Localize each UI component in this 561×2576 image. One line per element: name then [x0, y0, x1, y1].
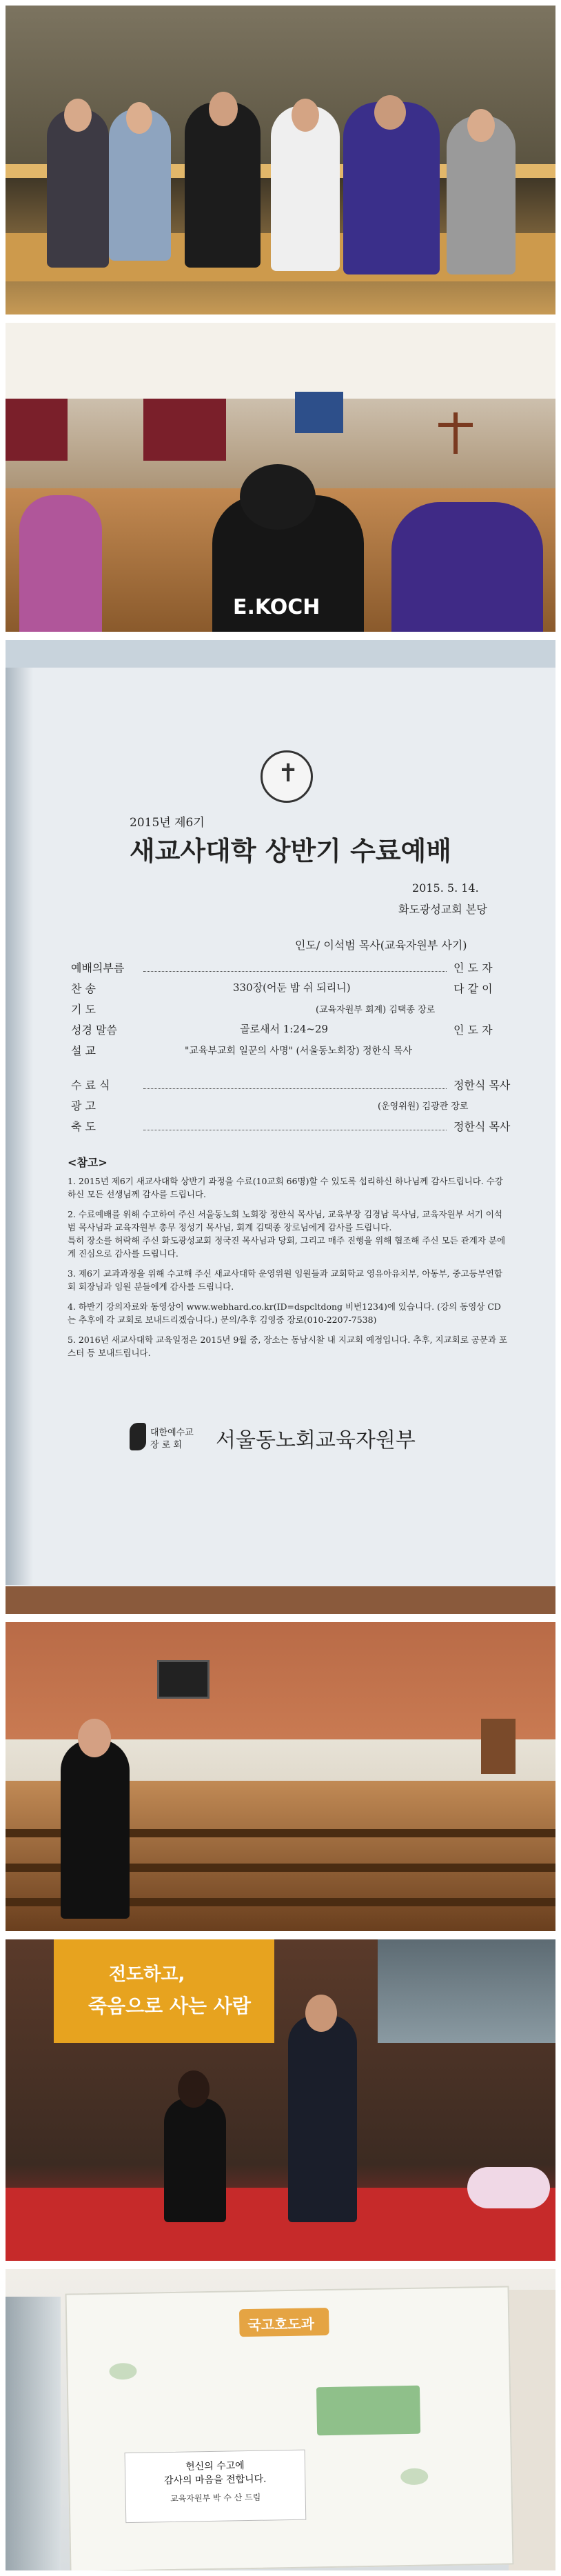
- sanctuary-photo: [6, 1622, 555, 1931]
- program-label: 예배의부름: [71, 961, 125, 975]
- gift-box-photo: [6, 2269, 555, 2570]
- box-brand: 국고호도과: [247, 2315, 315, 2334]
- notice-item: 2. 수료예배를 위해 수고하여 주신 서울동노회 노회장 정한식 목사님, 교육부장 김경남 목사님, 교육자원부 서기 이석범 목사님과 교육자원부 총무 정성기 목사님, 회계 김택종 장로님에게 감사를 드립니다.: [68, 1209, 502, 1232]
- note-line3: 교육자원부 박 수 산 드림: [170, 2492, 261, 2504]
- program-label: 기 도: [71, 1003, 96, 1016]
- program-detail: (운영위원) 김광관 장로: [378, 1101, 469, 1112]
- group-photo-pews: [6, 6, 555, 314]
- presbytery-logo-icon: [130, 1423, 146, 1450]
- program-right: 인 도 자: [453, 1024, 493, 1037]
- program-document-photo: [6, 640, 555, 1614]
- program-label: 찬 송: [71, 982, 96, 995]
- program-detail: 330장(어둔 밤 쉬 되리니): [233, 981, 351, 994]
- program-label: 광 고: [71, 1099, 96, 1112]
- thank-you-note: [125, 2450, 307, 2524]
- notice-item: 4. 하반기 강의자료와 동영상이 www.webhard.co.kr(ID=dspcltdong 비번1234)에 있습니다. (강의 동영상 CD는 추후에 각 교회로 보내드리겠습니다.) 문의/추후 김영중 장로(010-2207-7538): [68, 1301, 501, 1325]
- program-detail: "교육부교회 일꾼의 사명" (서울동노회장) 정한식 목사: [185, 1046, 413, 1057]
- year-session: 2015년 제6기: [130, 816, 205, 830]
- notice-heading: <참고>: [68, 1156, 108, 1169]
- shirt-text: E.KOCH: [233, 595, 320, 619]
- note-line2: 감사의 마음을 전합니다.: [163, 2473, 267, 2487]
- program-right: 정한식 목사: [453, 1079, 511, 1092]
- program-label: 수 료 식: [71, 1079, 110, 1092]
- notice-item: 3. 제6기 교과과정을 위해 수고해 주신 새교사대학 운영위원 임원들과 교회학교 영유아유치부, 아동부, 중고등부연합회 회장님과 임원 분들에게 감사를 드립니다.: [68, 1268, 502, 1292]
- banner-line2: 죽음으로 사는 사람: [88, 1995, 251, 2017]
- class-study-photo: [6, 323, 555, 632]
- program-label: 축 도: [71, 1120, 96, 1133]
- banner-line1: 전도하고,: [109, 1964, 185, 1985]
- ceremony-photo: [6, 1939, 555, 2261]
- program-detail: 골로새서 1:24~29: [240, 1023, 329, 1035]
- notice-list: [68, 1175, 509, 1359]
- document-date: 2015. 5. 14.: [412, 881, 479, 895]
- program-detail: (교육자원부 회계) 김택종 장로: [316, 1005, 436, 1015]
- tv-screen: [157, 1660, 210, 1699]
- projection-screen: [378, 1939, 555, 2043]
- note-line1: 헌신의 수고에: [185, 2460, 245, 2473]
- notice-item: 5. 2016년 새교사대학 교육일정은 2015년 9월 중, 장소는 동남시찰 내 지교회 예정입니다. 추후, 지교회로 공문과 포스터 등 보내드립니다.: [68, 1335, 508, 1358]
- program-label: 성경 말씀: [71, 1024, 117, 1037]
- program-label: 설 교: [71, 1044, 96, 1057]
- gift-box: [65, 2286, 514, 2570]
- footer-org: 서울동노회교육자원부: [216, 1428, 416, 1452]
- program-right: 정한식 목사: [453, 1120, 511, 1133]
- program-right: 인 도 자: [453, 961, 493, 975]
- church-emblem-icon: [261, 750, 313, 803]
- program-right: 다 같 이: [453, 982, 493, 995]
- document-title: 새교사대학 상반기 수료예배: [130, 835, 451, 866]
- footer-small-1: 대한예수교: [150, 1428, 194, 1438]
- notice-item: 특히 장소를 허락해 주신 화도광성교회 정국진 목사님과 당회, 그리고 매주 진행을 위해 협조해 주신 모든 관계자 분에게 진심으로 감사를 드립니다.: [68, 1235, 506, 1259]
- footer-small-2: 장 로 회: [150, 1440, 182, 1450]
- notice-item: 1. 2015년 제6기 새교사대학 상반기 과정을 수료(10교회 66명)할 수 있도록 섭리하신 하나님께 감사드립니다. 수강하신 모든 선생님께 감사를 드립니다.: [68, 1176, 503, 1199]
- presider: 인도/ 이석범 목사(교육자원부 사기): [295, 939, 467, 952]
- document-venue: 화도광성교회 본당: [398, 903, 487, 916]
